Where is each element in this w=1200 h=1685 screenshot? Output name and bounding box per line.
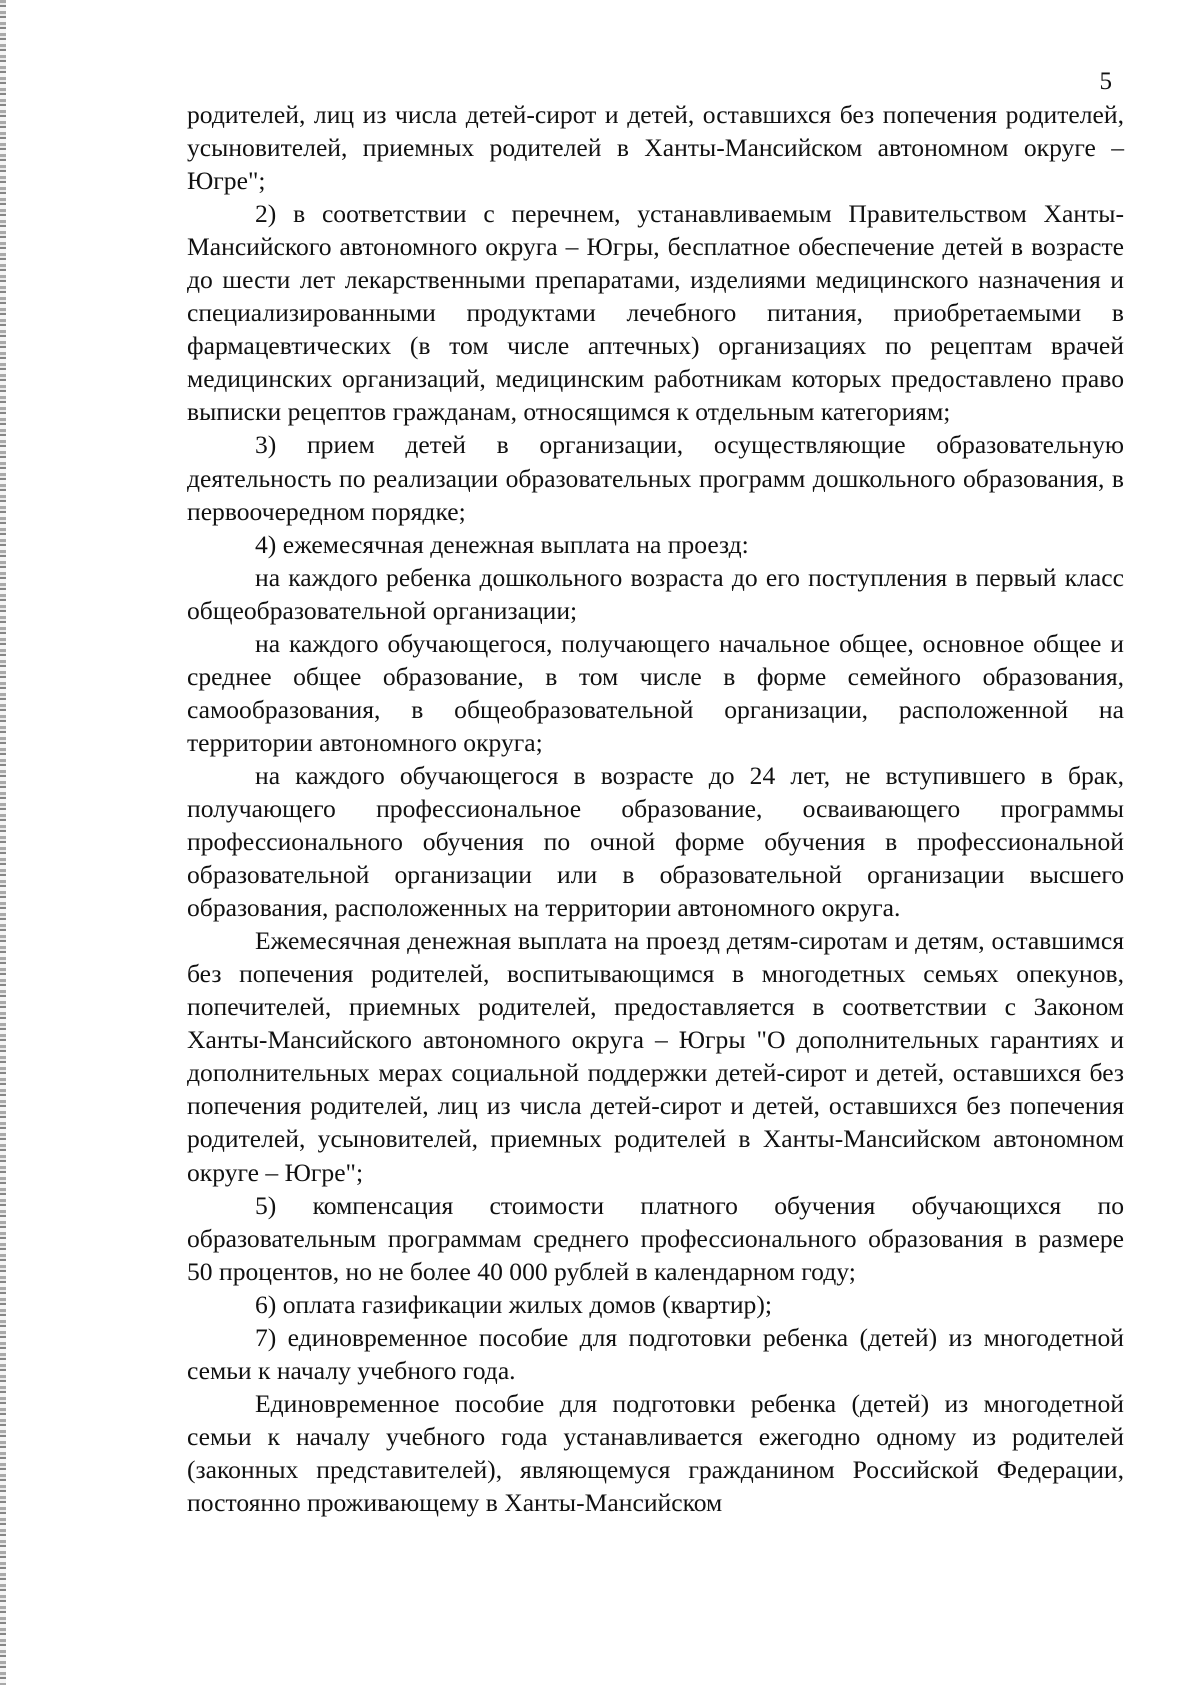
paragraph-item-2-medicines: 2) в соответствии с перечнем, устанавливаемым Правительством Ханты-Мансийского автономного округа – Югры, бесплатное обеспечение детей в возрасте до шести лет лекарственными препаратами, изделиями медицинского назначения и специализированными продуктами лечебного питания, приобретаемыми в фармацевтических (в том числе аптечных) организациях по рецептам врачей медицинских организаций, медицинским работникам которых предоставлено право выписки рецептов гражданам, относящимся к отдельным категориям;	[187, 199, 1124, 427]
paragraph-item-7-school-allowance: 7) единовременное пособие для подготовки ребенка (детей) из многодетной семьи к началу учебного года.	[187, 1322, 1124, 1385]
paragraph-item-6-gasification: 6) оплата газификации жилых домов (квартир);	[255, 1289, 772, 1319]
paragraph-item-4-travel-payment: 4) ежемесячная денежная выплата на проезд:	[255, 529, 749, 559]
paragraph-school-allowance-details: Единовременное пособие для подготовки ребенка (детей) из многодетной семьи к началу учебного года устанавливается ежегодно одному из родителей (законных представителей), являющемуся гражданином Российской Федерации, постоянно проживающему в Ханты-Мансийском	[187, 1388, 1124, 1517]
page-number: 5	[1099, 68, 1112, 95]
paragraph-item-3-preschool: 3) прием детей в организации, осуществляющие образовательную деятельность по реализации образовательных программ дошкольного образования, в первоочередном порядке;	[187, 430, 1124, 526]
document-body	[187, 98, 1124, 1519]
paragraph-continuation: родителей, лиц из числа детей-сирот и детей, оставшихся без попечения родителей, усыновителей, приемных родителей в Ханты-Мансийском автономном округе – Югре";	[187, 100, 1124, 196]
paragraph-item-5-tuition-compensation: 5) компенсация стоимости платного обучения обучающихся по образовательным программам среднего профессионального образования в размере 50 процентов, но не более 40 000 рублей в календарном году;	[187, 1190, 1124, 1286]
paragraph-preschool-child: на каждого ребенка дошкольного возраста до его поступления в первый класс общеобразовательной организации;	[187, 562, 1124, 625]
paragraph-student-under-24: на каждого обучающегося в возрасте до 24 лет, не вступившего в брак, получающего профессиональное образование, осваивающего программы профессионального обучения по очной форме обучения в профессиональной образовательной организации или в образовательной организации высшего образования, расположенных на территории автономного округа.	[187, 760, 1124, 923]
scan-edge-artifact	[0, 0, 6, 1685]
paragraph-orphans-travel-payment: Ежемесячная денежная выплата на проезд детям-сиротам и детям, оставшимся без попечения родителей, воспитывающимся в многодетных семьях опекунов, попечителей, приемных родителей, предоставляется в соответствии с Законом Ханты-Мансийского автономного округа – Югры "О дополнительных гарантиях и дополнительных мерах социальной поддержки детей-сирот и детей, оставшихся без попечения родителей, лиц из числа детей-сирот и детей, оставшихся без попечения родителей, усыновителей, приемных родителей в Ханты-Мансийском автономном округе – Югре";	[187, 926, 1124, 1187]
paragraph-school-student: на каждого обучающегося, получающего начальное общее, основное общее и среднее общее образование, в том числе в форме семейного образования, самообразования, в общеобразовательной организации, расположенной на территории автономного округа;	[187, 628, 1124, 757]
